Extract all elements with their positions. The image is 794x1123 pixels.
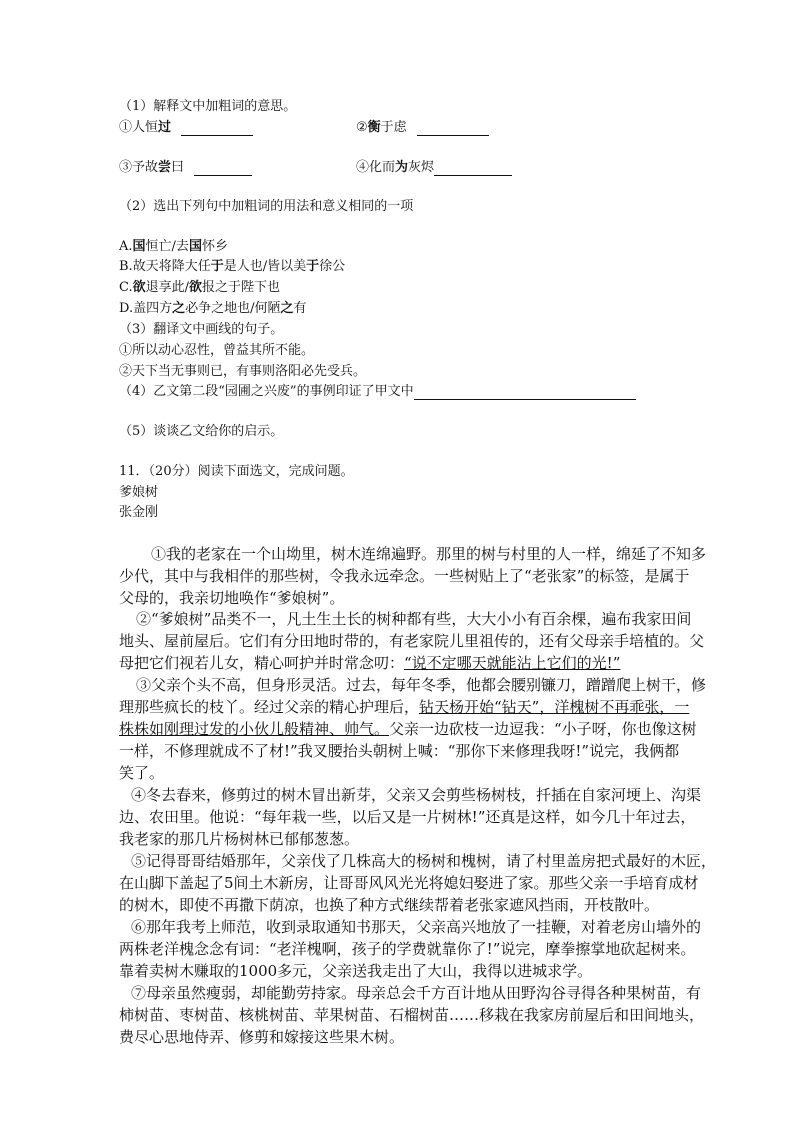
answer-blank[interactable]: [181, 121, 253, 136]
paragraph-3-line: 一样，不修理就成不了材!”我叉腰抬头朝树上喊：“那你下来修理我呀!”说完，我俩都: [119, 742, 680, 760]
q3-sentence-1: ①所以动心忍性，曾益其所不能。: [119, 343, 315, 358]
underlined-sentence: 株株如刚理过发的小伙儿般精神、帅气。: [119, 720, 390, 738]
q2-option-c[interactable]: C.欲退享此/欲报之于陛下也: [119, 280, 281, 295]
paragraph-2-line: ②“爹娘树”品类不一，凡土生土长的树种都有些，大大小小有百余棵，遍布我家田间: [136, 610, 692, 628]
q2-heading: （2）选出下列句中加粗词的用法和意义相同的一项: [119, 199, 414, 214]
paragraph-7-line: 费尽心思地侍弄、修剪和嫁接这些果木树。: [119, 1028, 405, 1046]
paragraph-3-line: 理那些疯长的枝丫。经过父亲的精心护理后，钻天杨开始“钻天”，洋槐树不再乖张，一: [119, 698, 690, 716]
paragraph-2-line: 地头、屋前屋后。它们有分田地时带的，有老家院儿里祖传的，还有父母亲手培植的。父: [119, 632, 705, 650]
paragraph-5-line: ⑤记得哥哥结婚那年，父亲伐了几株高大的杨树和槐树，请了村里盖房把式最好的木匠，: [131, 852, 717, 870]
paragraph-6-line: 两株老洋槐念念有词：“老洋槐啊，孩子的学费就靠你了!”说完，摩拳擦掌地砍起树来。: [119, 940, 696, 958]
q3-heading: （3）翻译文中画线的句子。: [119, 322, 284, 337]
paragraph-5-line: 在山脚下盖起了5间土木新房，让哥哥风风光光将媳妇娶进了家。那些父亲一手培育成材: [119, 874, 699, 892]
q1-item-1: ①人恒过: [119, 120, 253, 136]
q1-item-3: ③予故尝曰: [119, 160, 252, 176]
paragraph-1-line: ①我的老家在一个山坳里，树木连绵遍野。那里的树与村里的人一样，绵延了不知多: [151, 545, 707, 563]
paragraph-6-line: 靠着卖树木赚取的1000多元，父亲送我走出了大山，我得以进城求学。: [119, 962, 593, 980]
paragraph-4-line: 我老家的那几片杨树林已郁郁葱葱。: [119, 830, 360, 848]
paragraph-1-line: 少代，其中与我相伴的那些树，令我永远牵念。一些树贴上了“老张家”的标签，是属于: [119, 567, 690, 585]
q1-item-4: ④化而为灰烬: [356, 160, 512, 176]
paragraph-5-line: 的树木，即使不再撒下荫凉，也换了种方式继续帮着老张家遮风挡雨，开枝散叶。: [119, 896, 660, 914]
answer-blank[interactable]: [417, 121, 489, 136]
q3-sentence-2: ②天下当无事则已，有事则洛阳必先受兵。: [119, 364, 367, 379]
answer-blank[interactable]: [414, 385, 636, 400]
answer-blank[interactable]: [194, 161, 252, 176]
paragraph-7-line: ⑦母亲虽然瘦弱，却能勤劳持家。母亲总会千方百计地从田野沟谷寻得各种果树苗，有: [131, 984, 702, 1002]
paragraph-3-line: 株株如刚理过发的小伙儿般精神、帅气。父亲一边砍枝一边逗我：“小子呀，你也像这树: [119, 720, 697, 738]
paragraph-3-line: ③父亲个头不高，但身形灵活。过去，每年冬季，他都会腰别镰刀，蹭蹭爬上树干，修: [136, 676, 707, 694]
q4-line: （4）乙文第二段“园圃之兴废”的事例印证了甲文中: [119, 384, 636, 400]
paragraph-2-line: 母把它们视若儿女，精心呵护并时常念叨：“说不定哪天就能沾上它们的光!”: [119, 654, 621, 672]
q2-option-b[interactable]: B.故天将降大任于是人也/皆以美于徐公: [119, 259, 346, 274]
paragraph-6-line: ⑥那年我考上师范，收到录取通知书那天，父亲高兴地放了一挂鞭，对着老房山墙外的: [131, 918, 702, 936]
underlined-sentence: 钻天杨开始“钻天”，洋槐树不再乖张，一: [419, 698, 690, 716]
paragraph-4-line: 边、农田里。他说：“每年栽一些，以后又是一片树林!”还真是这样，如今几十年过去，: [119, 808, 696, 826]
q1-item-2: ②衡于虑: [356, 120, 489, 136]
paragraph-1-line: 父母的，我亲切地唤作“爹娘树”。: [119, 589, 345, 607]
q2-option-a[interactable]: A.国恒亡/去国怀乡: [119, 239, 228, 254]
underlined-sentence: “说不定哪天就能沾上它们的光!”: [404, 654, 621, 672]
q5-line: （5）谈谈乙文给你的启示。: [119, 424, 284, 439]
paragraph-3-line: 笑了。: [119, 764, 165, 782]
passage-author: 张金刚: [119, 505, 159, 520]
q1-heading: （1）解释文中加粗词的意思。: [119, 99, 297, 114]
paragraph-7-line: 柿树苗、枣树苗、核桃树苗、苹果树苗、石榴树苗……移栽在我家房前屋后和田间地头，: [119, 1006, 705, 1024]
q2-option-d[interactable]: D.盖四方之必争之地也/何陋之有: [119, 301, 307, 316]
answer-blank[interactable]: [434, 161, 512, 176]
paragraph-4-line: ④冬去春来，修剪过的树木冒出新芽，父亲又会剪些杨树枝，扦插在自家河埂上、沟渠: [131, 786, 702, 804]
passage-title: 爹娘树: [119, 485, 159, 500]
q11-header: 11．（20分）阅读下面选文，完成问题。: [119, 464, 354, 479]
